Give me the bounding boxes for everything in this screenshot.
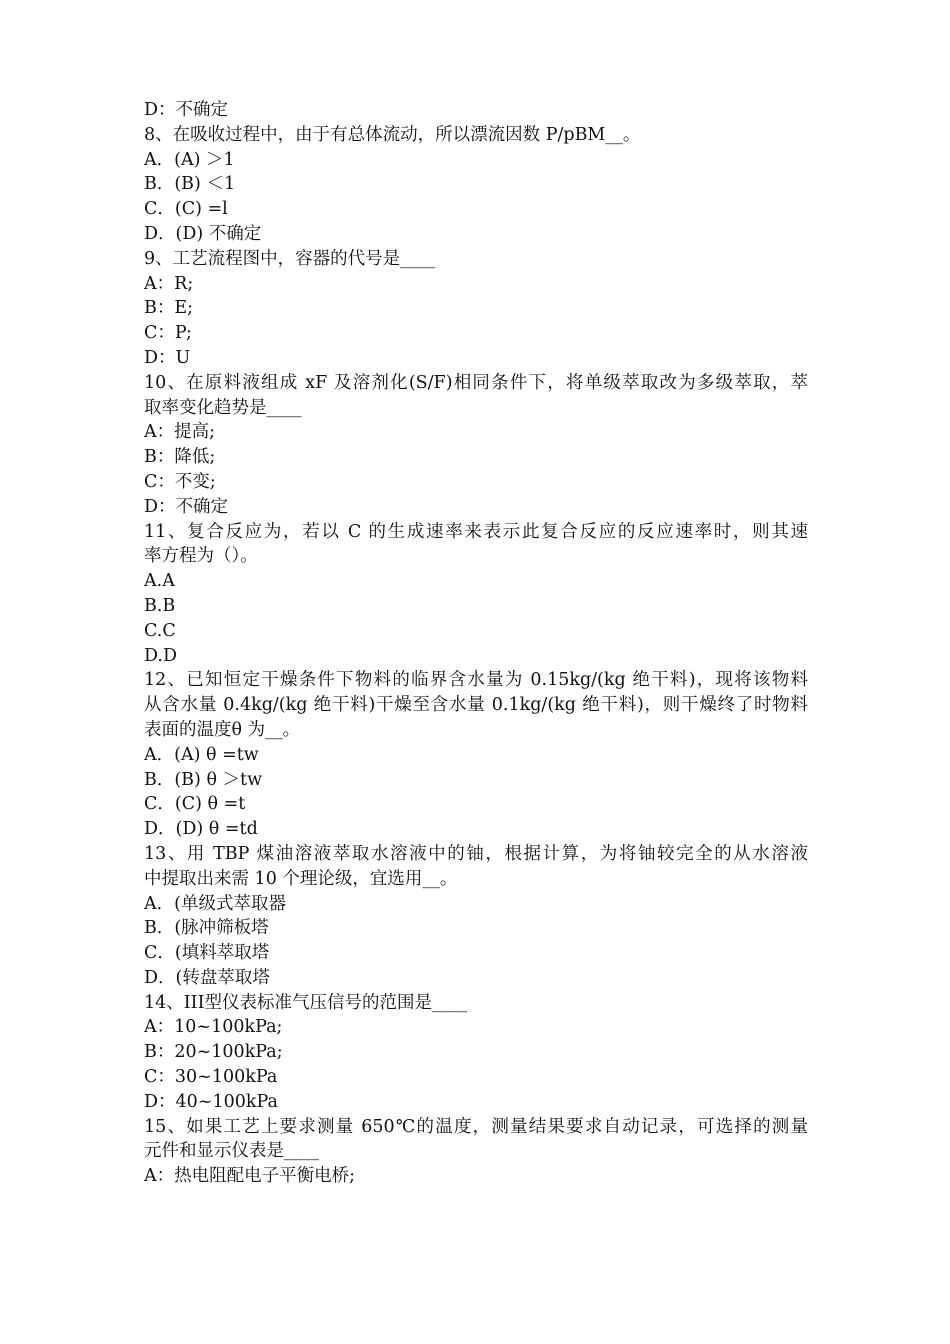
text-line: A：热电阻配电子平衡电桥;: [144, 1166, 356, 1187]
text-line: D：U: [144, 347, 191, 368]
text-line: C.C: [144, 620, 176, 641]
text-line: 14、III型仪表标准气压信号的范围是____: [144, 992, 468, 1013]
text-line: 10、在原料液组成 xF 及溶剂化(S/F)相同条件下，将单级萃取改为多级萃取，萃: [144, 372, 808, 393]
text-line: 12、已知恒定干燥条件下物料的临界含水量为 0.15kg/(kg 绝干料)，现将该物料: [144, 670, 808, 691]
text-line: 中提取出来需 10 个理论级，宜选用__。: [144, 868, 458, 889]
text-line: B．(B) ＜1: [144, 174, 236, 195]
text-line: B．(B) θ ＞tw: [144, 769, 263, 790]
text-line: 13、用 TBP 煤油溶液萃取水溶液中的铀，根据计算，为将铀较完全的从水溶液: [144, 843, 808, 864]
text-line: D．(D) θ =td: [144, 819, 258, 840]
text-line: B：20~100kPa;: [144, 1042, 283, 1063]
text-line: B.B: [144, 595, 176, 616]
text-line: 表面的温度θ 为__。: [144, 719, 301, 740]
text-line: C：P;: [144, 323, 192, 344]
text-line: A：R;: [144, 273, 194, 294]
text-line: A.A: [144, 571, 175, 592]
text-line: A．(A) θ =tw: [144, 744, 259, 765]
text-line: D．(转盘萃取塔: [144, 967, 270, 988]
text-line: C．(填料萃取塔: [144, 943, 270, 964]
text-line: 8、在吸收过程中，由于有总体流动，所以漂流因数 P/pBM__。: [144, 124, 641, 145]
text-line: A：提高;: [144, 422, 216, 443]
text-line: C．(C) θ =t: [144, 794, 246, 815]
text-line: A：10~100kPa;: [144, 1017, 283, 1038]
text-line: 率方程为（）。: [144, 546, 258, 567]
text-line: C：不变;: [144, 471, 216, 492]
text-line: D.D: [144, 645, 178, 666]
text-line: A．(A) ＞1: [144, 149, 235, 170]
text-line: D：不确定: [144, 496, 229, 517]
text-line: C．(C) =l: [144, 199, 228, 220]
text-line: D．(D) 不确定: [144, 223, 262, 244]
text-line: C：30~100kPa: [144, 1067, 278, 1088]
text-line: 从含水量 0.4kg/(kg 绝干料)干燥至含水量 0.1kg/(kg 绝干料)，则干燥终了时物料: [144, 695, 808, 716]
text-line: 11、复合反应为，若以 C 的生成速率来表示此复合反应的反应速率时，则其速: [144, 521, 808, 542]
text-line: B：降低;: [144, 447, 216, 468]
text-line: D：不确定: [144, 100, 229, 120]
text-line: 取率变化趋势是____: [144, 397, 302, 418]
text-line: D：40~100kPa: [144, 1091, 278, 1112]
text-line: A．(单级式萃取器: [144, 893, 286, 914]
document-page: [144, 98, 808, 1189]
text-line: 元件和显示仪表是____: [144, 1141, 319, 1162]
text-line: B．(脉冲筛板塔: [144, 918, 269, 939]
text-line: 9、工艺流程图中，容器的代号是____: [144, 248, 436, 269]
text-line: B：E;: [144, 298, 194, 319]
text-line: 15、如果工艺上要求测量 650℃的温度，测量结果要求自动记录，可选择的测量: [144, 1116, 808, 1137]
